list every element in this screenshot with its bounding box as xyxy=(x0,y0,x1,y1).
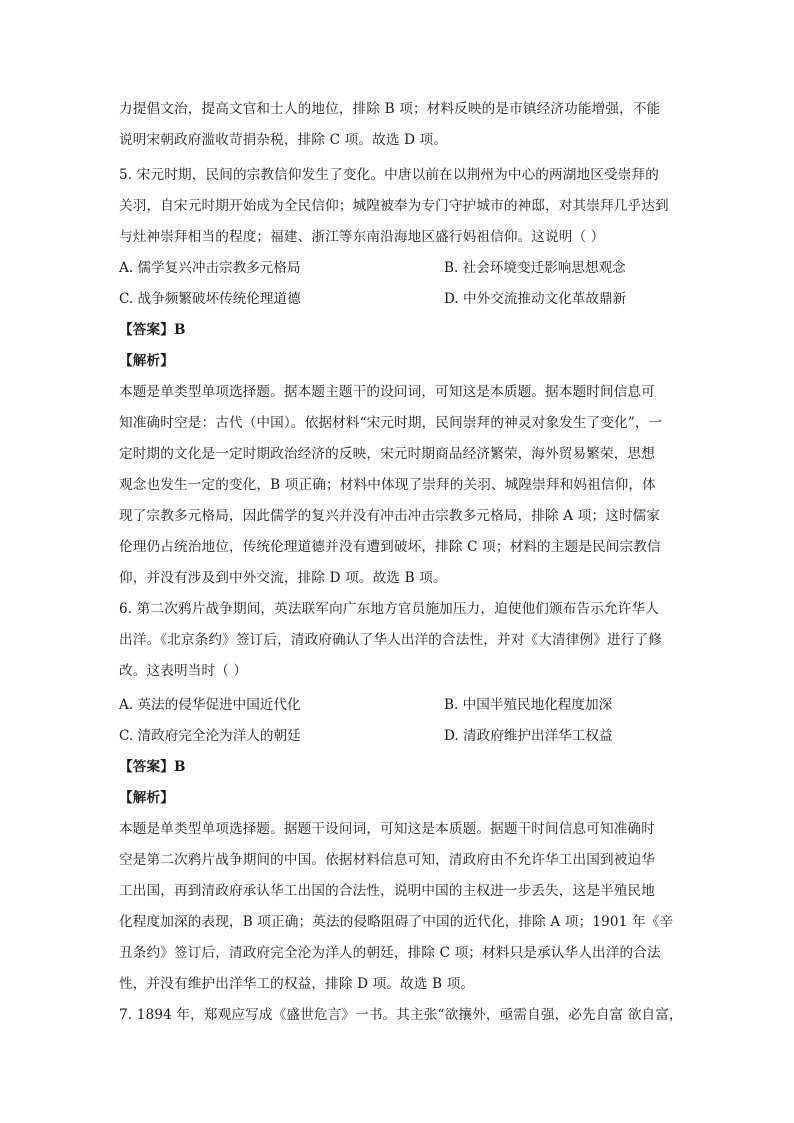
q5-stem-line-1: 5. 宋元时期，民间的宗教信仰发生了变化。中唐以前在以荆州为中心的两湖地区受崇拜的 xyxy=(119,167,660,183)
q6-answer: 【答案】B xyxy=(119,759,186,775)
q5-stem-line-3: 与灶神崇拜相当的程度；福建、浙江等东南沿海地区盛行妈祖信仰。这说明（ ） xyxy=(119,229,605,245)
q5-answer: 【答案】B xyxy=(119,322,186,338)
q5-option-d: D. 中外交流推动文化革故鼎新 xyxy=(444,291,627,307)
q6-option-d: D. 清政府维护出洋华工权益 xyxy=(444,728,613,744)
q5-analysis-line-4: 观念也发生一定的变化，B 项正确；材料中体现了崇拜的关羽、城隍崇拜和妈祖信仰，体 xyxy=(119,477,656,493)
q7-stem-line-1: 7. 1894 年，郑观应写成《盛世危言》一书。其主张“欲攘外，亟需自强，必先自富 欲自富， xyxy=(119,1007,683,1023)
q5-analysis-line-7: 仰，并没有涉及到中外交流，排除 D 项。故选 B 项。 xyxy=(119,570,447,586)
q5-stem-line-2: 关羽，自宋元时期开始成为全民信仰；城隍被奉为专门守护城市的神邸，对其崇拜几乎达到 xyxy=(119,198,669,214)
q5-analysis-line-2: 知准确时空是：古代（中国）。依据材料“宋元时期，民间崇拜的神灵对象发生了变化”，一 xyxy=(119,415,663,431)
q5-analysis-line-3: 定时期的文化是一定时期政治经济的反映，宋元时期商品经济繁荣，海外贸易繁荣，思想 xyxy=(119,446,656,462)
q6-analysis-title: 【解析】 xyxy=(119,790,174,806)
q6-analysis-line-5: 丑条约》签订后，清政府完全沦为洋人的朝廷，排除 C 项；材料只是承认华人出洋的合法 xyxy=(119,945,661,961)
q5-analysis-line-6: 伦理仍占统治地位，传统伦理道德并没有遭到破坏，排除 C 项；材料的主题是民间宗教信 xyxy=(119,539,661,555)
q5-option-c: C. 战争频繁破坏传统伦理道德 xyxy=(119,291,301,307)
q6-analysis-line-6: 性，并没有维护出洋华工的权益，排除 D 项。故选 B 项。 xyxy=(119,976,475,992)
q6-analysis-line-4: 化程度加深的表现，B 项正确；英法的侵略阻碍了中国的近代化，排除 A 项；1901 年《辛 xyxy=(119,914,674,930)
q5-analysis-title: 【解析】 xyxy=(119,353,174,369)
q5-analysis-line-1: 本题是单类型单项选择题。据本题主题干的设问词，可知这是本质题。据本题时间信息可 xyxy=(119,384,656,400)
intro-line-1: 力提倡文治，提高文官和士人的地位，排除 B 项；材料反映的是市镇经济功能增强，不能 xyxy=(119,101,661,117)
intro-line-2: 说明宋朝政府滥收苛捐杂税，排除 C 项。故选 D 项。 xyxy=(119,132,448,148)
q5-analysis-line-5: 现了宗教多元格局，因此儒学的复兴并没有冲击冲击宗教多元格局，排除 A 项；这时儒家 xyxy=(119,508,661,524)
q5-option-b: B. 社会环境变迁影响思想观念 xyxy=(444,260,626,276)
q6-stem-line-2: 出洋。《北京条约》签订后，清政府确认了华人出洋的合法性，并对《大清律例》进行了修 xyxy=(119,632,662,648)
q6-stem-line-1: 6. 第二次鸦片战争期间，英法联军向广东地方官员施加压力，迫使他们颁布告示允许华人 xyxy=(119,601,660,617)
q6-analysis-line-3: 工出国，再到清政府承认华工出国的合法性，说明中国的主权进一步丢失，这是半殖民地 xyxy=(119,883,656,899)
q6-option-b: B. 中国半殖民地化程度加深 xyxy=(444,697,613,713)
q6-option-c: C. 清政府完全沦为洋人的朝廷 xyxy=(119,728,301,744)
q5-option-a: A. 儒学复兴冲击宗教多元格局 xyxy=(119,260,301,276)
q6-analysis-line-1: 本题是单类型单项选择题。据题干设问词，可知这是本质题。据题干时间信息可知准确时 xyxy=(119,821,656,837)
q6-analysis-line-2: 空是第二次鸦片战争期间的中国。依据材料信息可知，清政府由不允许华工出国到被迫华 xyxy=(119,852,656,868)
q6-stem-line-3: 改。这表明当时（ ） xyxy=(119,663,248,679)
q6-option-a: A. 英法的侵华促进中国近代化 xyxy=(119,697,301,713)
